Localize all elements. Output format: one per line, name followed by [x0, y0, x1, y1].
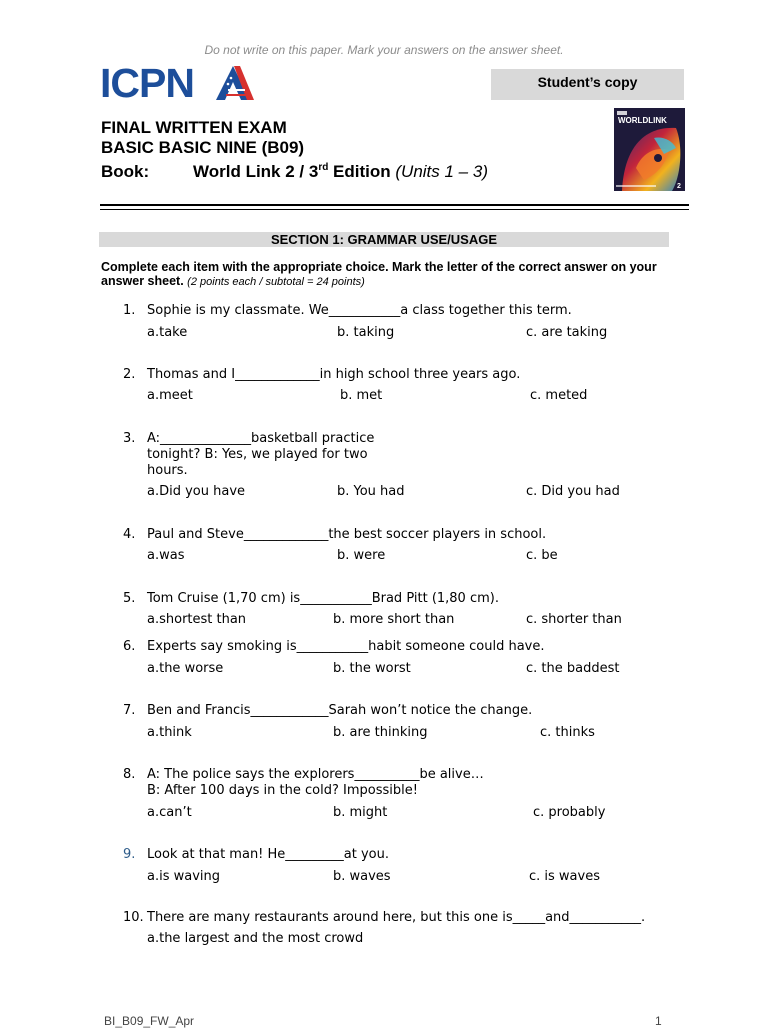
exam-title-block [101, 118, 488, 182]
option-a: a.the largest and the most crowd [147, 931, 364, 946]
option-c: c. is waves [529, 869, 600, 884]
book-cover-image [614, 108, 685, 191]
option-c: c. are taking [526, 325, 608, 340]
option-c: c. probably [533, 805, 606, 820]
question-number: 5. [123, 591, 136, 606]
question-text-line-2: B: After 100 days in the cold? Impossible! [147, 783, 418, 798]
question-number: 8. [123, 767, 136, 782]
question-text: Experts say smoking is___________habit someone could have. [147, 639, 545, 654]
question-text: There are many restaurants around here, but this one is_____and___________. [147, 910, 646, 925]
option-b: b. taking [337, 325, 395, 340]
question-number: 10. [123, 910, 144, 925]
option-c: c. the baddest [526, 661, 620, 676]
option-b: b. were [337, 548, 386, 563]
question-text: Thomas and I_____________in high school three years ago. [147, 367, 521, 382]
option-a: a.think [147, 725, 192, 740]
option-b: b. are thinking [333, 725, 428, 740]
question-number: 7. [123, 703, 136, 718]
option-a: a.the worse [147, 661, 224, 676]
edition-label: Edition [328, 162, 391, 181]
question-text: Sophie is my classmate. We___________a class together this term. [147, 303, 572, 318]
option-a: a.can’t [147, 805, 192, 820]
exam-title: FINAL WRITTEN EXAM [101, 118, 287, 137]
option-a: a.take [147, 325, 188, 340]
question-number: 6. [123, 639, 136, 654]
question-text-line-3: hours. [147, 463, 188, 478]
option-a: a.was [147, 548, 185, 563]
page-number: 1 [655, 1014, 662, 1028]
section-title: SECTION 1: GRAMMAR USE/USAGE [99, 232, 669, 247]
option-c: c. thinks [540, 725, 595, 740]
option-b: b. waves [333, 869, 391, 884]
instructions-text: Complete each item with the appropriate choice. Mark the letter of the correct answer on your answer sheet. [101, 260, 657, 288]
cover-title: WORLDLINK [618, 116, 667, 125]
units-range: (Units 1 – 3) [395, 162, 488, 181]
option-a: a.Did you have [147, 484, 246, 499]
option-b: b. more short than [333, 612, 455, 627]
header-divider-thin [100, 209, 689, 210]
option-a: a.meet [147, 388, 193, 403]
edition-superscript: rd [318, 162, 329, 173]
option-b: b. met [340, 388, 383, 403]
question-text: Paul and Steve_____________the best soccer players in school. [147, 527, 547, 542]
option-b: b. the worst [333, 661, 411, 676]
question-number: 4. [123, 527, 136, 542]
option-a: a.shortest than [147, 612, 247, 627]
course-title: BASIC BASIC NINE (B09) [101, 138, 305, 157]
question-text: Ben and Francis____________Sarah won’t notice the change. [147, 703, 533, 718]
option-a: a.is waving [147, 869, 221, 884]
option-c: c. Did you had [526, 484, 620, 499]
question-number: 2. [123, 367, 136, 382]
option-b: b. might [333, 805, 388, 820]
header-divider-thick [100, 204, 689, 206]
question-number: 3. [123, 431, 136, 446]
option-c: c. meted [530, 388, 588, 403]
students-copy-label: Student’s copy [491, 69, 684, 100]
question-text: Look at that man! He_________at you. [147, 847, 390, 862]
option-c: c. shorter than [526, 612, 622, 627]
cover-number: 2 [677, 183, 681, 190]
notice-text: Do not write on this paper. Mark your answers on the answer sheet. [204, 43, 564, 57]
question-text-line-1: A:______________basketball practice [147, 431, 375, 446]
footer-code: BI_B09_FW_Apr [104, 1014, 195, 1028]
book-line [101, 158, 488, 182]
option-b: b. You had [337, 484, 405, 499]
option-c: c. be [526, 548, 558, 563]
question-number: 1. [123, 303, 136, 318]
points-note: (2 points each / subtotal = 24 points) [187, 276, 365, 288]
question-number: 9. [123, 847, 136, 862]
icpna-logo [100, 64, 254, 102]
question-text-line-1: A: The police says the explorers__________be alive… [147, 767, 484, 782]
question-text-line-2: tonight? B: Yes, we played for two [147, 447, 368, 462]
book-label: Book: [101, 162, 150, 181]
book-name: World Link 2 / 3 [193, 162, 319, 181]
question-text: Tom Cruise (1,70 cm) is___________Brad Pitt (1,80 cm). [147, 591, 499, 606]
instructions [101, 260, 661, 289]
svg-text:ICPN: ICPN [100, 64, 194, 102]
